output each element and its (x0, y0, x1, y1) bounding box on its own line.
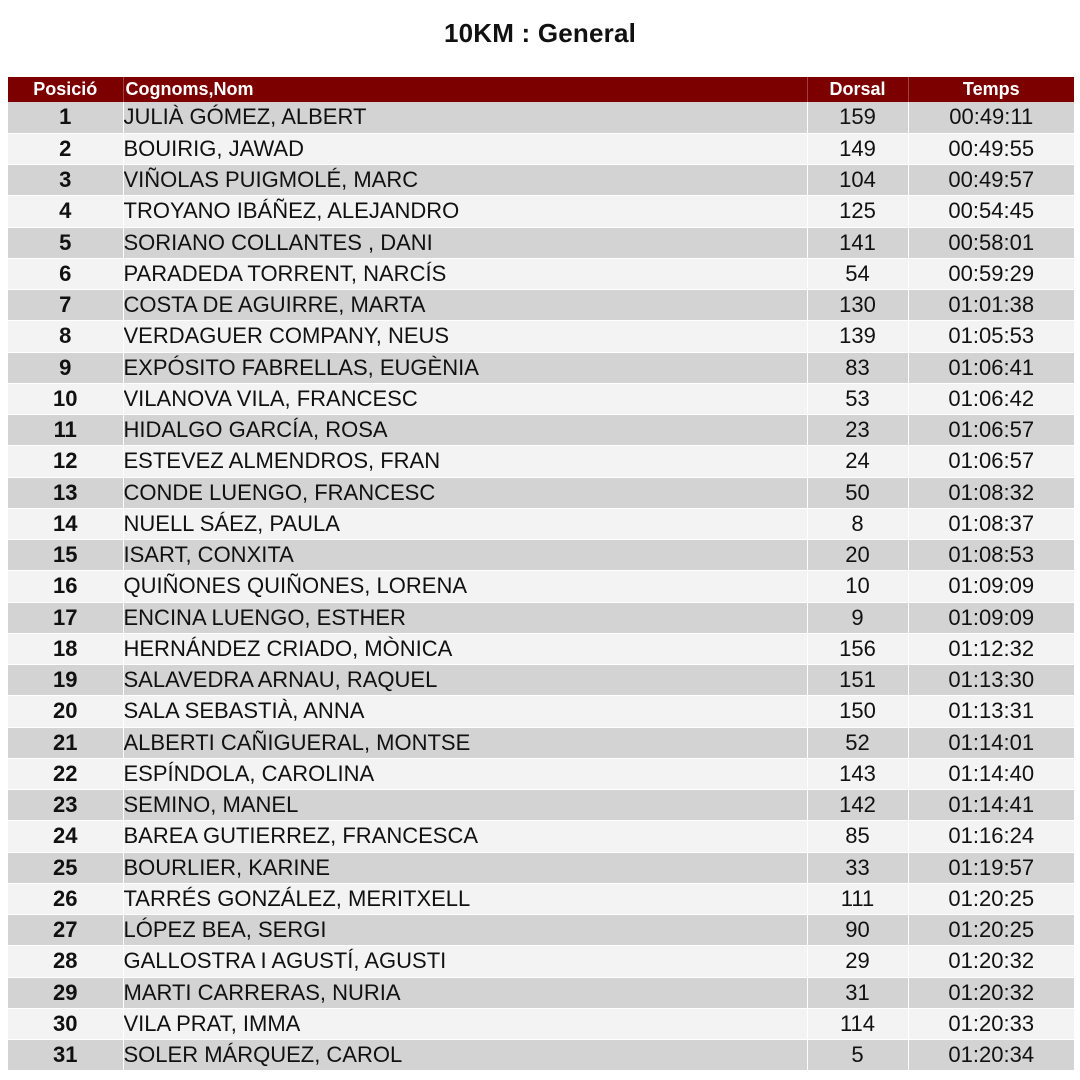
bib-cell: 53 (807, 383, 908, 414)
table-row (8, 883, 1074, 914)
bib-cell: 151 (807, 665, 908, 696)
column-header-name[interactable]: Cognoms,Nom (123, 77, 807, 102)
table-row (8, 790, 1074, 821)
bib-cell: 9 (807, 602, 908, 633)
table-row (8, 571, 1074, 602)
name-cell: VIÑOLAS PUIGMOLÉ, MARC (123, 165, 807, 196)
table-row (8, 383, 1074, 414)
table-row (8, 446, 1074, 477)
time-cell: 01:20:32 (908, 946, 1074, 977)
table-row (8, 227, 1074, 258)
table-row (8, 665, 1074, 696)
time-cell: 01:14:01 (908, 727, 1074, 758)
bib-cell: 31 (807, 977, 908, 1008)
time-cell: 01:08:53 (908, 540, 1074, 571)
name-cell: SOLER MÁRQUEZ, CAROL (123, 1040, 807, 1071)
table-body (8, 102, 1074, 1071)
time-cell: 01:08:37 (908, 508, 1074, 539)
table-row (8, 946, 1074, 977)
position-cell: 22 (8, 758, 123, 789)
name-cell: VILANOVA VILA, FRANCESC (123, 383, 807, 414)
name-cell: SALA SEBASTIÀ, ANNA (123, 696, 807, 727)
bib-cell: 139 (807, 321, 908, 352)
position-cell: 17 (8, 602, 123, 633)
position-cell: 31 (8, 1040, 123, 1071)
bib-cell: 156 (807, 633, 908, 664)
bib-cell: 149 (807, 133, 908, 164)
time-cell: 00:54:45 (908, 196, 1074, 227)
position-cell: 28 (8, 946, 123, 977)
bib-cell: 85 (807, 821, 908, 852)
table-row (8, 321, 1074, 352)
name-cell: MARTI CARRERAS, NURIA (123, 977, 807, 1008)
table-row (8, 696, 1074, 727)
name-cell: HERNÁNDEZ CRIADO, MÒNICA (123, 633, 807, 664)
name-cell: EXPÓSITO FABRELLAS, EUGÈNIA (123, 352, 807, 383)
time-cell: 00:49:11 (908, 102, 1074, 133)
table-row (8, 915, 1074, 946)
position-cell: 16 (8, 571, 123, 602)
table-row (8, 540, 1074, 571)
table-row (8, 196, 1074, 227)
bib-cell: 159 (807, 102, 908, 133)
time-cell: 01:19:57 (908, 852, 1074, 883)
table-row (8, 352, 1074, 383)
name-cell: SORIANO COLLANTES , DANI (123, 227, 807, 258)
header-row (8, 77, 1074, 102)
table-row (8, 977, 1074, 1008)
position-cell: 15 (8, 540, 123, 571)
table-row (8, 290, 1074, 321)
bib-cell: 114 (807, 1008, 908, 1039)
name-cell: ALBERTI CAÑIGUERAL, MONTSE (123, 727, 807, 758)
position-cell: 9 (8, 352, 123, 383)
bib-cell: 90 (807, 915, 908, 946)
position-cell: 29 (8, 977, 123, 1008)
position-cell: 27 (8, 915, 123, 946)
time-cell: 01:16:24 (908, 821, 1074, 852)
bib-cell: 10 (807, 571, 908, 602)
name-cell: ESTEVEZ ALMENDROS, FRAN (123, 446, 807, 477)
bib-cell: 83 (807, 352, 908, 383)
name-cell: ENCINA LUENGO, ESTHER (123, 602, 807, 633)
bib-cell: 142 (807, 790, 908, 821)
position-cell: 23 (8, 790, 123, 821)
bib-cell: 104 (807, 165, 908, 196)
position-cell: 7 (8, 290, 123, 321)
table-row (8, 1040, 1074, 1071)
time-cell: 01:06:41 (908, 352, 1074, 383)
position-cell: 8 (8, 321, 123, 352)
table-row (8, 852, 1074, 883)
name-cell: QUIÑONES QUIÑONES, LORENA (123, 571, 807, 602)
bib-cell: 111 (807, 883, 908, 914)
time-cell: 01:06:57 (908, 446, 1074, 477)
name-cell: TROYANO IBÁÑEZ, ALEJANDRO (123, 196, 807, 227)
bib-cell: 143 (807, 758, 908, 789)
time-cell: 01:09:09 (908, 571, 1074, 602)
column-header-time[interactable]: Temps (908, 77, 1074, 102)
bib-cell: 29 (807, 946, 908, 977)
bib-cell: 33 (807, 852, 908, 883)
column-header-position[interactable]: Posició (8, 77, 123, 102)
time-cell: 01:20:25 (908, 915, 1074, 946)
name-cell: JULIÀ GÓMEZ, ALBERT (123, 102, 807, 133)
table-row (8, 102, 1074, 133)
time-cell: 01:14:40 (908, 758, 1074, 789)
time-cell: 01:20:25 (908, 883, 1074, 914)
bib-cell: 150 (807, 696, 908, 727)
time-cell: 01:05:53 (908, 321, 1074, 352)
time-cell: 01:20:34 (908, 1040, 1074, 1071)
time-cell: 01:09:09 (908, 602, 1074, 633)
time-cell: 01:06:42 (908, 383, 1074, 414)
table-row (8, 758, 1074, 789)
time-cell: 01:13:30 (908, 665, 1074, 696)
time-cell: 01:06:57 (908, 415, 1074, 446)
time-cell: 01:14:41 (908, 790, 1074, 821)
position-cell: 6 (8, 258, 123, 289)
name-cell: HIDALGO GARCÍA, ROSA (123, 415, 807, 446)
position-cell: 20 (8, 696, 123, 727)
bib-cell: 54 (807, 258, 908, 289)
table-row (8, 633, 1074, 664)
position-cell: 11 (8, 415, 123, 446)
table-row (8, 415, 1074, 446)
bib-cell: 141 (807, 227, 908, 258)
table-row (8, 727, 1074, 758)
position-cell: 24 (8, 821, 123, 852)
column-header-bib[interactable]: Dorsal (807, 77, 908, 102)
bib-cell: 20 (807, 540, 908, 571)
name-cell: BOURLIER, KARINE (123, 852, 807, 883)
name-cell: COSTA DE AGUIRRE, MARTA (123, 290, 807, 321)
time-cell: 01:01:38 (908, 290, 1074, 321)
position-cell: 14 (8, 508, 123, 539)
name-cell: BAREA GUTIERREZ, FRANCESCA (123, 821, 807, 852)
position-cell: 3 (8, 165, 123, 196)
name-cell: GALLOSTRA I AGUSTÍ, AGUSTI (123, 946, 807, 977)
table-row (8, 602, 1074, 633)
results-table (8, 77, 1074, 1071)
position-cell: 5 (8, 227, 123, 258)
name-cell: BOUIRIG, JAWAD (123, 133, 807, 164)
time-cell: 01:13:31 (908, 696, 1074, 727)
position-cell: 21 (8, 727, 123, 758)
bib-cell: 24 (807, 446, 908, 477)
position-cell: 26 (8, 883, 123, 914)
time-cell: 00:49:55 (908, 133, 1074, 164)
page-title: 10KM : General (443, 18, 637, 48)
name-cell: VERDAGUER COMPANY, NEUS (123, 321, 807, 352)
bib-cell: 23 (807, 415, 908, 446)
bib-cell: 50 (807, 477, 908, 508)
position-cell: 2 (8, 133, 123, 164)
name-cell: TARRÉS GONZÁLEZ, MERITXELL (123, 883, 807, 914)
bib-cell: 5 (807, 1040, 908, 1071)
name-cell: VILA PRAT, IMMA (123, 1008, 807, 1039)
name-cell: LÓPEZ BEA, SERGI (123, 915, 807, 946)
name-cell: NUELL SÁEZ, PAULA (123, 508, 807, 539)
name-cell: PARADEDA TORRENT, NARCÍS (123, 258, 807, 289)
time-cell: 00:58:01 (908, 227, 1074, 258)
table-header (8, 77, 1074, 102)
bib-cell: 130 (807, 290, 908, 321)
time-cell: 01:12:32 (908, 633, 1074, 664)
time-cell: 01:08:32 (908, 477, 1074, 508)
table-row (8, 133, 1074, 164)
position-cell: 10 (8, 383, 123, 414)
table-row (8, 821, 1074, 852)
table-row (8, 165, 1074, 196)
time-cell: 01:20:32 (908, 977, 1074, 1008)
position-cell: 13 (8, 477, 123, 508)
position-cell: 30 (8, 1008, 123, 1039)
time-cell: 00:49:57 (908, 165, 1074, 196)
position-cell: 4 (8, 196, 123, 227)
name-cell: SEMINO, MANEL (123, 790, 807, 821)
position-cell: 1 (8, 102, 123, 133)
name-cell: CONDE LUENGO, FRANCESC (123, 477, 807, 508)
position-cell: 12 (8, 446, 123, 477)
bib-cell: 8 (807, 508, 908, 539)
table-row (8, 508, 1074, 539)
position-cell: 25 (8, 852, 123, 883)
name-cell: ISART, CONXITA (123, 540, 807, 571)
time-cell: 01:20:33 (908, 1008, 1074, 1039)
position-cell: 18 (8, 633, 123, 664)
position-cell: 19 (8, 665, 123, 696)
name-cell: ESPÍNDOLA, CAROLINA (123, 758, 807, 789)
table-row (8, 477, 1074, 508)
bib-cell: 125 (807, 196, 908, 227)
time-cell: 00:59:29 (908, 258, 1074, 289)
table-row (8, 258, 1074, 289)
name-cell: SALAVEDRA ARNAU, RAQUEL (123, 665, 807, 696)
table-row (8, 1008, 1074, 1039)
bib-cell: 52 (807, 727, 908, 758)
